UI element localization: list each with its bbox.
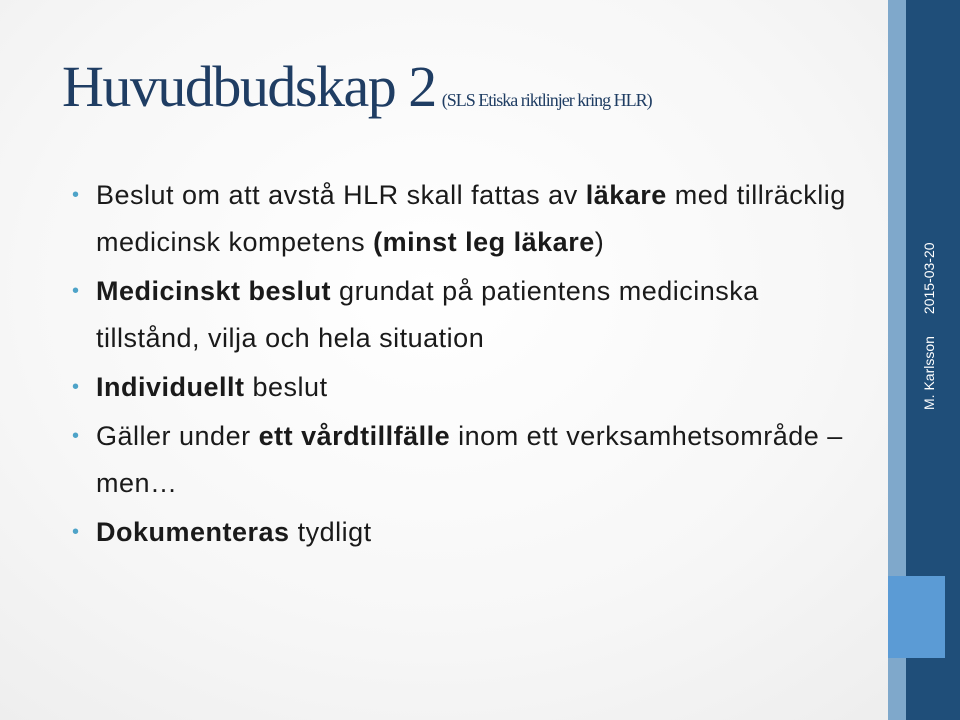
bullet-segment: ) [594,227,605,257]
bullet-text [96,421,843,498]
bullet-item [72,172,862,266]
bullet-emphasis: läkare [585,180,667,210]
bullet-segment: inom ett verksamhetsområde – men… [96,421,843,498]
title-main: Huvudbudskap 2 [62,54,436,119]
bullet-item [72,509,862,556]
bullet-emphasis: Medicinskt beslut [96,276,332,306]
bullet-dot-icon: • [72,184,80,206]
bullet-segment: Beslut om att avstå HLR skall fattas av [96,180,586,210]
bullet-emphasis: ett vårdtillfälle [258,421,451,451]
bullet-segment: med tillräcklig medicinsk kompetens [96,180,846,257]
bullet-dot-icon: • [72,376,80,398]
title-subtitle: (SLS Etiska riktlinjer kring HLR) [441,90,652,110]
bullet-segment: Gäller under [96,421,259,451]
bullet-item [72,268,862,362]
bullet-segment: tydligt [289,517,372,547]
bullet-segment: beslut [244,372,328,402]
footer-vertical [921,242,937,410]
bullet-list [72,172,862,558]
bullet-dot-icon: • [72,280,80,302]
bullet-item [72,413,862,507]
slide-title [62,52,652,122]
bullet-emphasis: (minst leg läkare [373,227,595,257]
bullet-dot-icon: • [72,425,80,447]
bullet-text [96,180,846,257]
bullet-dot-icon: • [72,521,80,543]
bullet-text [96,517,372,547]
bullet-item [72,364,862,411]
bullet-emphasis: Dokumenteras [96,517,290,547]
bullet-text [96,276,759,353]
footer-author: M. Karlsson [921,336,937,410]
bullet-emphasis: Individuellt [96,372,245,402]
sidebar-accent-block [888,576,945,658]
bullet-text [96,372,328,402]
footer-date: 2015-03-20 [921,242,937,315]
bullet-segment: grundat på patientens medicinska tillstånd, vilja och hela situation [96,276,759,353]
decorative-sidebar [888,0,960,720]
